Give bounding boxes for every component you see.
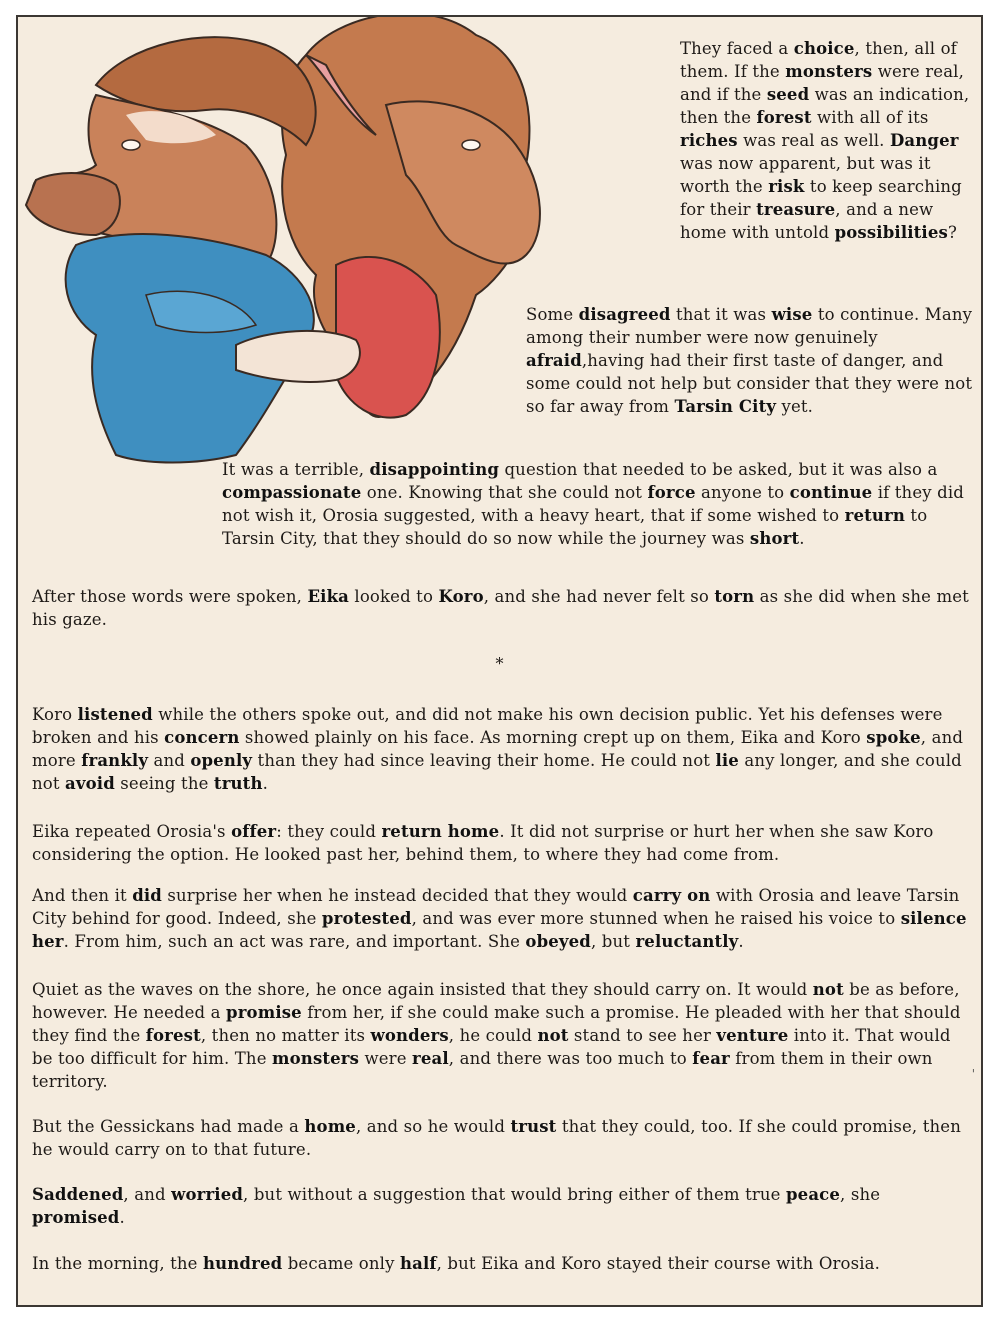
text-run: , but without a suggestion that would bring either of them true bbox=[243, 1185, 786, 1204]
section-separator: * bbox=[495, 654, 504, 673]
emphasized-word: avoid bbox=[65, 774, 115, 793]
emphasized-word: promised bbox=[32, 1208, 120, 1227]
emphasized-word: afraid bbox=[526, 351, 582, 370]
text-run: Some bbox=[526, 305, 579, 324]
emphasized-word: torn bbox=[714, 587, 755, 606]
text-run: . bbox=[262, 774, 269, 793]
emphasized-word: disappointing bbox=[369, 460, 500, 479]
emphasized-word: Danger bbox=[889, 131, 959, 150]
emphasized-word: forest bbox=[756, 108, 812, 127]
emphasized-word: forest bbox=[145, 1026, 201, 1045]
text-run: were bbox=[359, 1049, 413, 1068]
emphasized-word: treasure bbox=[756, 200, 836, 219]
emphasized-word: choice bbox=[793, 39, 855, 58]
text-run: , she bbox=[840, 1185, 881, 1204]
page-mark: ' bbox=[971, 1067, 975, 1081]
text-run: was an indication, then the bbox=[680, 85, 970, 127]
text-run: , and bbox=[123, 1185, 172, 1204]
text-run: question that needed to be asked, but it was also a bbox=[499, 460, 938, 479]
text-run: , and there was too much to bbox=[448, 1049, 693, 1068]
text-run: with Orosia and leave Tarsin City behind for good. Indeed, she bbox=[32, 886, 960, 928]
emphasized-word: return bbox=[844, 506, 906, 525]
text-run: , then, all of them. If the bbox=[680, 39, 957, 81]
text-run: yet. bbox=[776, 397, 814, 416]
paragraph-torn bbox=[32, 585, 972, 631]
text-run: to continue. Many among their number were now genuinely bbox=[526, 305, 973, 347]
text-run: any longer, and she could not bbox=[32, 751, 962, 793]
text-run: while the others spoke out, and did not make his own decision public. Yet his defenses were broken and his bbox=[32, 705, 943, 747]
emphasized-word: monsters bbox=[272, 1049, 360, 1068]
emphasized-word: obeyed bbox=[525, 932, 591, 951]
text-run: , and she had never felt so bbox=[483, 587, 715, 606]
text-run: Koro bbox=[32, 705, 78, 724]
emphasized-word: concern bbox=[164, 728, 240, 747]
emphasized-word: risk bbox=[768, 177, 805, 196]
emphasized-word: return home bbox=[381, 822, 500, 841]
text-run: became only bbox=[282, 1254, 400, 1273]
emphasized-word: worried bbox=[171, 1185, 244, 1204]
text-run: stand to see her bbox=[568, 1026, 717, 1045]
emphasized-word: spoke bbox=[866, 728, 921, 747]
text-run: They faced a bbox=[680, 39, 794, 58]
text-run: anyone to bbox=[695, 483, 790, 502]
paragraph-trust bbox=[32, 1115, 972, 1161]
text-run: to keep searching for their bbox=[680, 177, 962, 219]
text-run: : they could bbox=[276, 822, 382, 841]
emphasized-word: home bbox=[304, 1117, 356, 1136]
text-run: as she did when she met his gaze. bbox=[32, 587, 969, 629]
text-run: . bbox=[738, 932, 744, 951]
emphasized-word: listened bbox=[77, 705, 153, 724]
paragraph-koro-listened bbox=[32, 703, 972, 795]
emphasized-word: compassionate bbox=[222, 483, 362, 502]
text-run: . bbox=[119, 1208, 125, 1227]
text-run: But the Gessickans had made a bbox=[32, 1117, 305, 1136]
text-run: In the morning, the bbox=[32, 1254, 203, 1273]
emphasized-word: offer bbox=[231, 822, 277, 841]
text-run: , but bbox=[591, 932, 636, 951]
emphasized-word: Eika bbox=[307, 587, 350, 606]
text-run: than they had since leaving their home. He could not bbox=[252, 751, 716, 770]
paragraph-question bbox=[222, 458, 982, 550]
text-run: was real as well. bbox=[737, 131, 890, 150]
text-run: , and more bbox=[32, 728, 964, 770]
emphasized-word: Koro bbox=[438, 587, 484, 606]
emphasized-word: disagreed bbox=[578, 305, 671, 324]
text-run: was now apparent, but was it worth the bbox=[680, 154, 931, 196]
text-run: , then no matter its bbox=[200, 1026, 371, 1045]
text-run: . bbox=[799, 529, 805, 548]
text-run: looked to bbox=[349, 587, 439, 606]
front-character-snout bbox=[26, 173, 120, 235]
emphasized-word: hundred bbox=[202, 1254, 283, 1273]
paragraph-promised bbox=[32, 1183, 972, 1229]
text-run: , and was ever more stunned when he raised his voice to bbox=[411, 909, 901, 928]
text-run: Quiet as the waves on the shore, he once again insisted that they should carry on. It would bbox=[32, 980, 813, 999]
text-run: And then it bbox=[32, 886, 133, 905]
text-run: that they could, too. If she could promise, then he would carry on to that future. bbox=[32, 1117, 961, 1159]
emphasized-word: monsters bbox=[785, 62, 873, 81]
text-run: It was a terrible, bbox=[222, 460, 370, 479]
emphasized-word: lie bbox=[715, 751, 739, 770]
paragraph-choice bbox=[680, 37, 970, 244]
emphasized-word: wise bbox=[771, 305, 813, 324]
text-run: ? bbox=[947, 223, 957, 242]
emphasized-word: not bbox=[537, 1026, 569, 1045]
text-run: into it. That would be too difficult for him. The bbox=[32, 1026, 951, 1068]
text-run: from her, if she could make such a promise. He pleaded with her that should they find the bbox=[32, 1003, 961, 1045]
emphasized-word: protested bbox=[321, 909, 412, 928]
emphasized-word: real bbox=[412, 1049, 449, 1068]
paragraph-promise bbox=[32, 978, 972, 1093]
text-run: After those words were spoken, bbox=[32, 587, 308, 606]
emphasized-word: half bbox=[399, 1254, 437, 1273]
emphasized-word: reluctantly bbox=[635, 932, 739, 951]
text-run: ,having had their first taste of danger, and some could not help but consider that they were not so far away from bbox=[526, 351, 973, 416]
paragraph-offer bbox=[32, 820, 972, 866]
emphasized-word: openly bbox=[190, 751, 253, 770]
text-run: Eika repeated Orosia's bbox=[32, 822, 232, 841]
text-run: , but Eika and Koro stayed their course with Orosia. bbox=[436, 1254, 881, 1273]
text-run: were real, and if the bbox=[680, 62, 965, 104]
text-run: , and so he would bbox=[355, 1117, 511, 1136]
text-run: one. Knowing that she could not bbox=[361, 483, 648, 502]
text-run: showed plainly on his face. As morning crept up on them, Eika and Koro bbox=[239, 728, 867, 747]
emphasized-word: Saddened bbox=[32, 1185, 124, 1204]
text-run: be as before, however. He needed a bbox=[32, 980, 960, 1022]
hand bbox=[236, 331, 360, 382]
front-character-eye bbox=[122, 140, 140, 150]
text-run: that it was bbox=[670, 305, 772, 324]
emphasized-word: frankly bbox=[81, 751, 149, 770]
text-run: if they did not wish it, Orosia suggested, with a heavy heart, that if some wished to bbox=[222, 483, 964, 525]
emphasized-word: did bbox=[132, 886, 162, 905]
paragraph-carry-on bbox=[32, 884, 972, 953]
emphasized-word: promise bbox=[226, 1003, 302, 1022]
text-run: . From him, such an act was rare, and important. She bbox=[63, 932, 526, 951]
text-run: . It did not surprise or hurt her when she saw Koro considering the option. He looked past her, behind them, to where they had come from. bbox=[32, 822, 934, 864]
emphasized-word: possibilities bbox=[834, 223, 948, 242]
paragraph-morning bbox=[32, 1252, 972, 1275]
emphasized-word: continue bbox=[789, 483, 873, 502]
emphasized-word: peace bbox=[786, 1185, 841, 1204]
emphasized-word: trust bbox=[510, 1117, 557, 1136]
text-run: seeing the bbox=[114, 774, 214, 793]
text-run: surprise her when he instead decided that they would bbox=[162, 886, 633, 905]
text-run: , he could bbox=[448, 1026, 538, 1045]
text-run: with all of its bbox=[811, 108, 929, 127]
emphasized-word: short bbox=[749, 529, 800, 548]
text-run: from them in their own territory. bbox=[32, 1049, 933, 1091]
back-character-eye bbox=[462, 140, 480, 150]
emphasized-word: silence her bbox=[32, 909, 967, 951]
comic-page bbox=[16, 15, 983, 1307]
emphasized-word: venture bbox=[716, 1026, 789, 1045]
emphasized-word: truth bbox=[213, 774, 263, 793]
emphasized-word: force bbox=[647, 483, 696, 502]
text-run: and bbox=[148, 751, 191, 770]
emphasized-word: Tarsin City bbox=[674, 397, 777, 416]
emphasized-word: riches bbox=[680, 131, 738, 150]
text-run: to Tarsin City, that they should do so now while the journey was bbox=[222, 506, 928, 548]
emphasized-word: fear bbox=[692, 1049, 730, 1068]
emphasized-word: carry on bbox=[632, 886, 711, 905]
emphasized-word: wonders bbox=[370, 1026, 449, 1045]
paragraph-disagreed bbox=[526, 303, 976, 418]
text-run: , and a new home with untold bbox=[680, 200, 934, 242]
emphasized-word: not bbox=[812, 980, 844, 999]
emphasized-word: seed bbox=[766, 85, 810, 104]
